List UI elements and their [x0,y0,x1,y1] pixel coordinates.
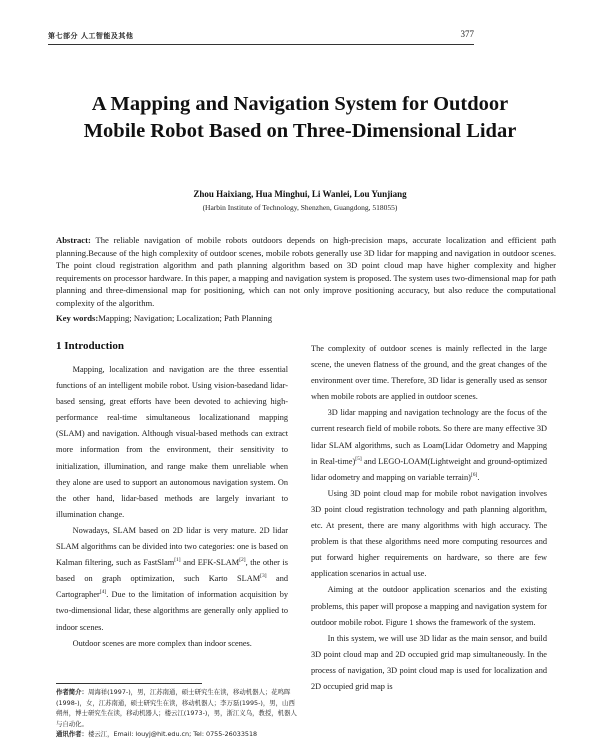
paper-title [40,91,560,145]
title-line-2: Mobile Robot Based on Three-Dimensional Lidar [83,120,517,142]
running-head: 第七部分 人工智能及其他 [48,32,134,40]
paragraph: Mapping, localization and navigation are the three essential functions of an intelligent mobile robot. Using vision-basedand lidar-based sensing, great efforts have been devoted to achieving high-performance real-time simultaneous localizationand mapping (SLAM) and navigation. Although visual-based methods can extract more information from the environment, their sensitivity to initialization, illumination, and range make them unreliable when they alone are used to support an autonomous navigation system. On the other hand, lidar-based methods are largely invariant to illumination change. [56,365,288,519]
page-header [48,28,474,45]
abstract [56,234,556,310]
paragraph: Outdoor scenes are more complex than indoor scenes. [72,638,252,648]
abstract-text: The reliable navigation of mobile robots outdoors depends on high-precision maps, accurate localization and efficient path planning.Because of the high complexity of outdoor scenes, mobile robots generally use 3D lidar for mapping and navigation in outdoor scenes. The point cloud registration algorithm and path planning algorithm based on 3D point cloud map have higher complexity and higher requirements on processor hardware. In this paper, a mapping and navigation system is proposed. The system uses two-dimensional map for path planning and three-dimensional map for positioning, which can not only improve positioning accuracy, but also reduce the computational complexity of the algorithm. [56,235,556,308]
text-run: , the other is based on graph optimization, such Karto SLAM [56,558,289,584]
title-line-1: A Mapping and Navigation System for Outdoor [91,93,509,115]
text-run: . [477,472,480,482]
paragraph: Using 3D point cloud map for mobile robot navigation involves 3D point cloud registration technology and path planning algorithm, etc. At present, there are many algorithms with high accuracy. The problem is that these algorithms need more computing resources and put forward higher requirements on hardware, so there are few application scenarios in actual use. [311,488,547,579]
text-run: and EFK-SLAM [180,558,240,568]
page-number: 377 [460,29,474,39]
text-run: . Due to the limitation of information acquisition by two-dimensional lidar, these algorithms are generally only applied to indoor scenes. [56,590,288,632]
paragraph [311,405,547,485]
text-run: and LEGO-LOAM(Lightweight and ground-optimized lidar odometry and mapping on variable terrain) [311,456,547,482]
footnote-label: 作者简介： [56,688,88,696]
affiliation: (Harbin Institute of Technology, Shenzhen, Guangdong, 518055) [202,203,398,212]
authors: Zhou Haixiang, Hua Minghui, Li Wanlei, Lou Yunjiang [193,189,407,199]
author-footnote [56,687,300,740]
text-run: Nowadays, SLAM based on 2D lidar is very mature. 2D lidar SLAM algorithms can be divided into two categories: one is based on Kalman filtering, such as FastSlam [56,525,288,568]
section-heading-introduction: 1 Introduction [56,340,124,352]
citation-1: [1] [174,557,181,564]
paragraph: Aiming at the outdoor application scenarios and the existing problems, this paper will propose a mapping and navigation system for outdoor mobile robot. Figure 1 shows the framework of the system. [311,585,547,627]
paragraph [56,523,288,636]
keywords [56,313,556,323]
citation-3: [3] [260,573,267,580]
paragraph: In this system, we will use 3D lidar as the main sensor, and build 3D point cloud map and 2D occupied grid map simultaneously. In the process of navigation, 3D point cloud map is used for localization and 2D occupied grid map is [311,633,547,691]
contact-text: 楼云江，Email: louyj@hit.edu.cn; Tel: 0755-26033518 [87,730,258,739]
right-column [311,341,547,695]
footnote-text: 周海祥(1997-)，男，江苏南通，硕士研究生在读，移动机器人；花鸣晖(1998-)，女，江苏南通，硕士研究生在读，移动机器人；李万磊(1995-)，男，山西朔州，博士研究生在读，移动机器人；楼云江(1973-)，男，浙江义乌，教授，机器人与自动化。 [56,688,297,728]
keywords-text: Mapping; Navigation; Localization; Path Planning [98,313,273,323]
left-column [56,362,288,652]
keywords-label: Key words: [56,313,99,323]
abstract-label: Abstract: [56,235,91,245]
text-run: and Cartographer [56,574,289,600]
paragraph: The complexity of outdoor scenes is mainly reflected in the large scene, the uneven flatness of the ground, and the great changes of the environment over time. Therefore, 3D lidar is generally used as sensor when mobile robots are applied in outdoor scenes. [311,344,547,402]
footnote-divider [56,683,202,684]
citation-6: [6] [470,471,478,478]
citation-5: [5] [355,455,362,462]
contact-label: 通讯作者： [56,730,88,739]
text-run: 3D lidar mapping and navigation technology are the focus of the current research field of mobile robots. So there are many effective 3D lidar SLAM algorithms, such as Loam(Lidar Odometry and Mapping in Real-time) [311,408,547,466]
citation-4: [4] [99,589,107,596]
citation-2: [2] [239,557,246,564]
